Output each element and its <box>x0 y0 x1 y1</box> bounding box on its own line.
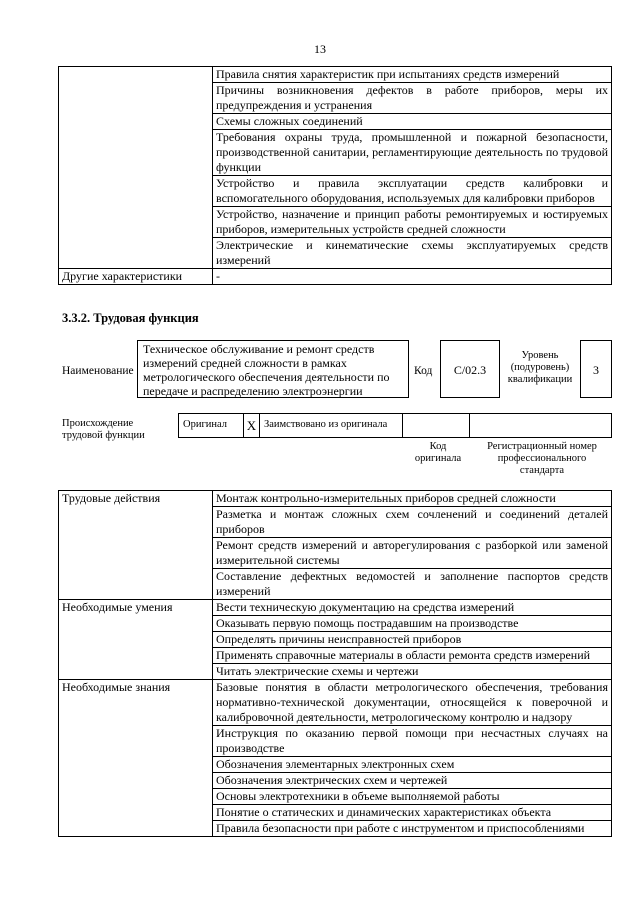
row-item: Ремонт средств измерений и авторегулирования с разборкой или заменой измерительной системы <box>213 538 612 569</box>
row-item: Инструкция по оказанию первой помощи при несчастных случаях на производстве <box>213 726 612 757</box>
code-value: C/02.3 <box>453 363 487 377</box>
row-item: Правила снятия характеристик при испытаниях средств измерений <box>213 67 612 83</box>
row-item: Требования охраны труда, промышленной и пожарной безопасности, производственной санитарии, регламентирующие деятельность по трудовой функции <box>213 130 612 176</box>
row-item: Вести техническую документацию на средства измерений <box>213 600 612 616</box>
table-row <box>59 600 612 616</box>
row-item: Обозначения электрических схем и чертежей <box>213 773 612 789</box>
name-box <box>137 340 409 398</box>
level-box <box>580 340 612 398</box>
code-label: Код <box>414 365 433 377</box>
row-item: Базовые понятия в области метрологического обеспечения, требования нормативно-технической документации, относящейся к поверочной и калибровочной деятельности, метрологическому контролю и надзору <box>213 680 612 726</box>
row-item: Определять причины неисправностей приборов <box>213 632 612 648</box>
row-label <box>59 67 213 269</box>
row-item: Основы электротехники в объеме выполняемой работы <box>213 789 612 805</box>
origin-code-cell <box>402 413 470 438</box>
row-item: Понятие о статических и динамических характеристиках объекта <box>213 805 612 821</box>
level-label: Уровень (подуровень) квалификации <box>507 350 573 385</box>
row-item: Электрические и кинематические схемы эксплуатируемых средств измерений <box>213 238 612 269</box>
row-item: Правила безопасности при работе с инструментом и приспособлениями <box>213 821 612 837</box>
function-table <box>58 490 612 837</box>
row-item: Составление дефектных ведомостей и заполнение паспортов средств измерений <box>213 569 612 600</box>
row-item: Монтаж контрольно-измерительных приборов средней сложности <box>213 491 612 507</box>
origin-label: Происхождение трудовой функции <box>62 418 145 441</box>
borrowed-label: Заимствовано из оригинала <box>264 419 388 430</box>
original-mark: X <box>244 413 260 438</box>
row-label: Необходимые умения <box>59 600 213 680</box>
table-row <box>59 67 612 83</box>
table-row <box>59 491 612 507</box>
row-item: Читать электрические схемы и чертежи <box>213 664 612 680</box>
row-item: Обозначения элементарных электронных схем <box>213 757 612 773</box>
top-table <box>58 66 612 285</box>
level-value: 3 <box>593 363 599 377</box>
row-label: Необходимые знания <box>59 680 213 837</box>
section-title: 3.3.2. Трудовая функция <box>62 311 199 325</box>
row-item: Причины возникновения дефектов в работе приборов, меры их предупреждения и устранения <box>213 83 612 114</box>
code-box <box>440 340 500 398</box>
function-name: Техническое обслуживание и ремонт средств измерений средней сложности в рамках метрологического обеспечения деятельности по передаче и распределению электроэнергии <box>143 342 390 398</box>
row-item: Применять справочные материалы в области ремонта средств измерений <box>213 648 612 664</box>
row-label: Другие характеристики <box>59 269 213 285</box>
name-label: Наименование <box>62 365 134 377</box>
row-label: Трудовые действия <box>59 491 213 600</box>
row-item: - <box>213 269 612 285</box>
original-label: Оригинал <box>183 419 227 430</box>
code-caption: Код оригинала <box>414 441 462 464</box>
row-item: Оказывать первую помощь пострадавшим на производстве <box>213 616 612 632</box>
table-row <box>59 269 612 285</box>
reg-caption: Регистрационный номер профессионального стандарта <box>487 441 597 476</box>
row-item: Устройство, назначение и принцип работы ремонтируемых и юстируемых приборов, измерительных устройств средней сложности <box>213 207 612 238</box>
row-item: Схемы сложных соединений <box>213 114 612 130</box>
page-number: 13 <box>314 42 326 56</box>
row-item: Устройство и правила эксплуатации средств калибровки и вспомогательного оборудования, используемых для калибровки приборов <box>213 176 612 207</box>
row-item: Разметка и монтаж сложных схем сочленений и соединений деталей приборов <box>213 507 612 538</box>
table-row <box>59 680 612 726</box>
